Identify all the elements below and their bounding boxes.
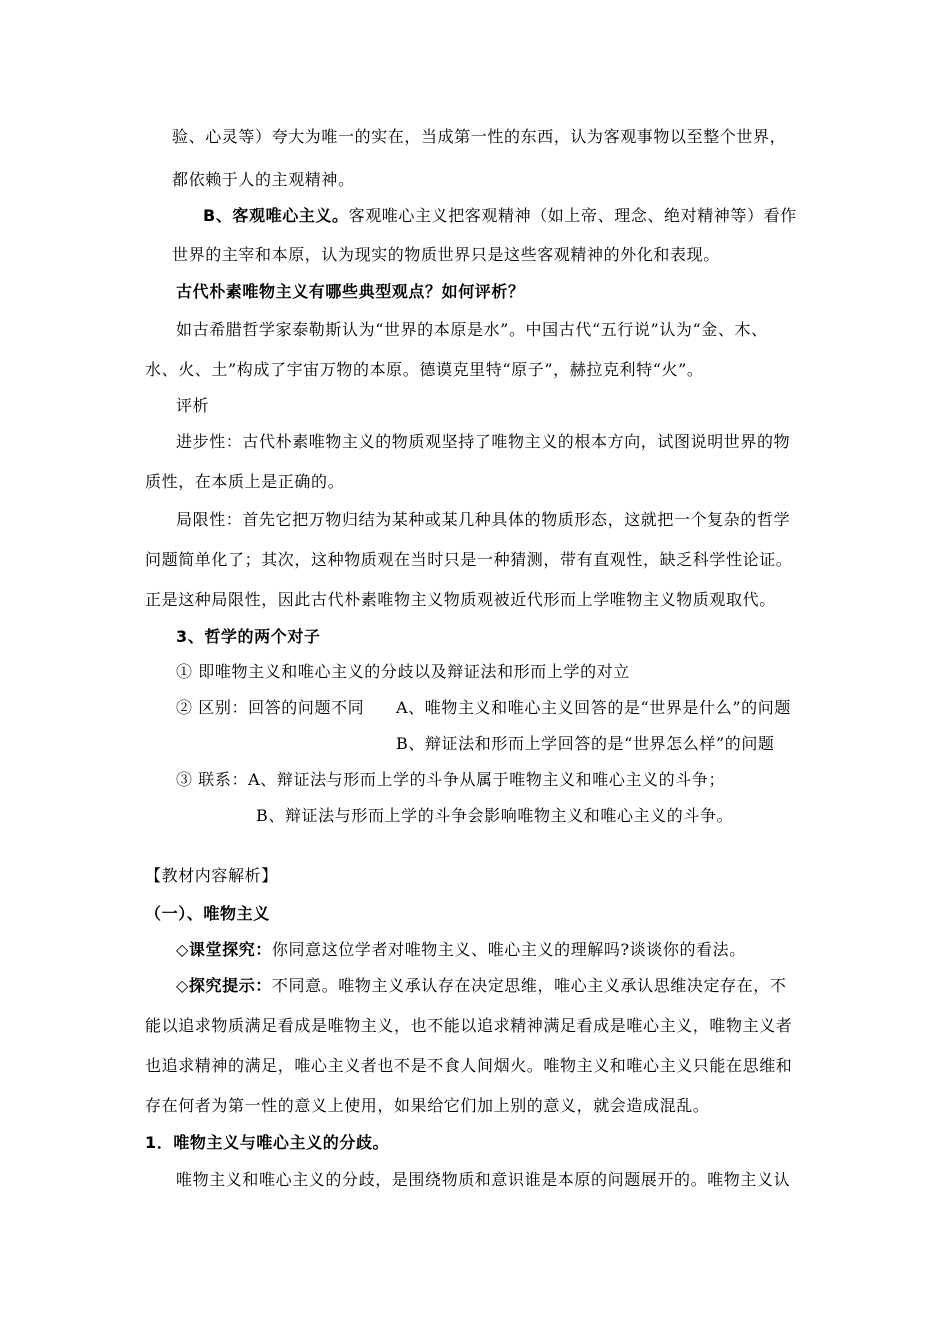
section-title: 【教材内容解析】 (145, 866, 278, 885)
text-line: 质性，在本质上是正确的。 (145, 472, 345, 491)
text-line: 如古希腊哲学家泰勒斯认为“世界的本原是水”。中国古代“五行说”认为“金、木、 (176, 320, 768, 339)
text-line: 问题简单化了；其次，这种物质观在当时只是一种猜测，带有直观性，缺乏科学性论证。 (145, 550, 793, 569)
bold-heading-inline: ◇探究提示： (176, 976, 272, 995)
text-line: 局限性：首先它把万物归结为某种或某几种具体的物质形态，这就把一个复杂的哲学 (176, 510, 791, 529)
text-line: 评析 (176, 396, 210, 415)
list-item-detail: B、辩证法与形而上学的斗争会影响唯物主义和唯心主义的斗争。 (256, 806, 734, 825)
text-line: 存在何者为第一性的意义上使用，如果给它们加上别的意义，就会造成混乱。 (145, 1096, 710, 1115)
text-line: 能以追求物质满足看成是唯物主义，也不能以追求精神满足看成是唯心主义，唯物主义者 (145, 1016, 793, 1035)
bold-heading-inline: ◇课堂探究： (176, 940, 272, 959)
text-line: 正是这种局限性，因此古代朴素唯物主义物质观被近代形而上学唯物主义物质观取代。 (145, 590, 776, 609)
text-line (203, 206, 797, 226)
numbered-heading: 1．唯物主义与唯心主义的分歧。 (145, 1133, 390, 1152)
text-line: 验、心灵等）夸大为唯一的实在，当成第一性的东西，认为客观事物以至整个世界， (172, 127, 787, 146)
text-line: 唯物主义和唯心主义的分歧，是围绕物质和意识谁是本原的问题展开的。唯物主义认 (176, 1170, 791, 1189)
text-line: 进步性：古代朴素唯物主义的物质观坚持了唯物主义的根本方向，试图说明世界的物 (176, 432, 791, 451)
question-heading: 古代朴素唯物主义有哪些典型观点？如何评析？ (176, 282, 525, 301)
text-line: 也追求精神的满足，唯心主义者也不是不食人间烟火。唯物主义和唯心主义只能在思维和 (145, 1056, 793, 1075)
list-item: ② 区别：回答的问题不同 (176, 698, 365, 717)
text-inline: 客观唯心主义把客观精神（如上帝、理念、绝对精神等）看作 (348, 206, 797, 225)
text-line (176, 940, 746, 960)
text-line: 世界的主宰和本原，认为现实的物质世界只是这些客观精神的外化和表现。 (172, 245, 720, 264)
list-item-detail: A、唯物主义和唯心主义回答的是“世界是什么”的问题 (396, 698, 791, 717)
text-line: 都依赖于人的主观精神。 (172, 170, 355, 189)
text-line: 水、火、土”构成了宇宙万物的本原。德谟克里特“原子”，赫拉克利特“火”。 (145, 360, 704, 379)
list-item-detail: B、辩证法和形而上学回答的是“世界怎么样”的问题 (396, 734, 775, 753)
section-heading: 3、哲学的两个对子 (176, 627, 321, 646)
list-item: ① 即唯物主义和唯心主义的分歧以及辩证法和形而上学的对立 (176, 662, 630, 681)
list-item: ③ 联系：A、辩证法与形而上学的斗争从属于唯物主义和唯心主义的斗争； (176, 770, 726, 789)
subsection-title: （一）、唯物主义 (145, 904, 270, 923)
bold-heading-inline: B、客观唯心主义。 (203, 206, 349, 225)
text-line (176, 976, 787, 996)
text-inline: 你同意这位学者对唯物主义、唯心主义的理解吗?谈谈你的看法。 (271, 940, 746, 959)
text-inline: 不同意。唯物主义承认存在决定思维，唯心主义承认思维决定存在，不 (271, 976, 787, 995)
